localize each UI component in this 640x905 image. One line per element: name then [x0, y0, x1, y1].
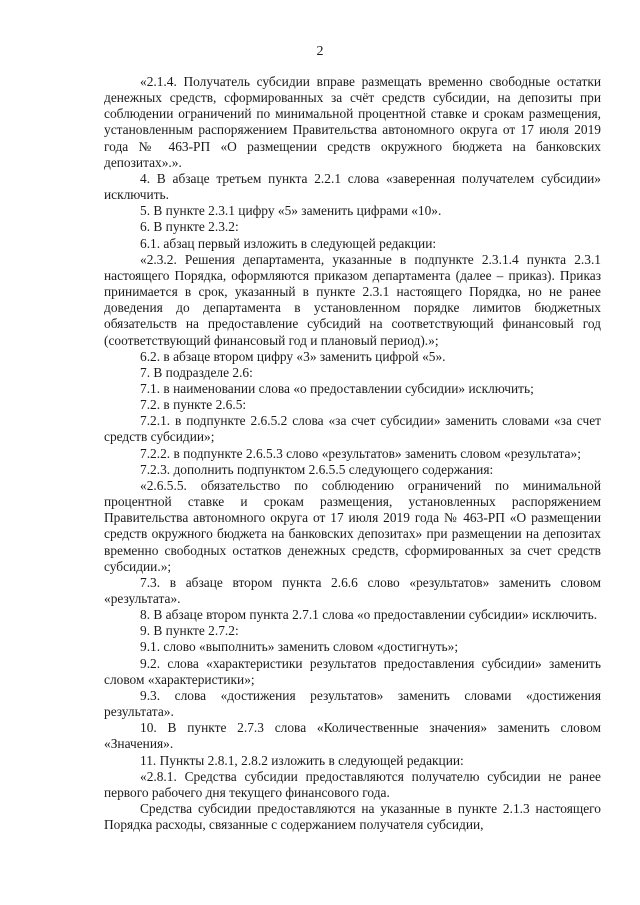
paragraph: «2.6.5.5. обязательство по соблюдению ограничений по минимальной процентной ставке и срокам размещения, установленных распоряжением Правительства автономного округа от 17 июля 2019 года № 463-РП «О размещении средств окружного бюджета на банковских депозитах» при размещении на депозитах временно свободных остатков денежных средств, сформированных за счет средств субсидии.»;: [104, 477, 601, 574]
paragraph: 7.3. в абзаце втором пункта 2.6.6 слово «результатов» заменить словом «результата».: [104, 574, 601, 606]
paragraph: 7. В подразделе 2.6:: [140, 364, 253, 380]
page-number: 2: [316, 44, 324, 59]
paragraph: 9.1. слово «выполнить» заменить словом «достигнуть»;: [140, 639, 459, 655]
paragraph: 8. В абзаце втором пункта 2.7.1 слова «о предоставлении субсидии» исключить.: [140, 607, 598, 623]
paragraph: 11. Пункты 2.8.1, 2.8.2 изложить в следующей редакции:: [140, 752, 464, 768]
paragraph: 9.3. слова «достижения результатов» заменить словами «достижения результата».: [104, 687, 601, 720]
paragraph: 9.2. слова «характеристики результатов предоставления субсидии» заменить словом «характеристики»;: [104, 655, 601, 687]
document-body: [104, 74, 601, 833]
paragraph: 6.2. в абзаце втором цифру «3» заменить цифрой «5».: [140, 348, 446, 364]
paragraph: 7.1. в наименовании слова «о предоставлении субсидии» исключить;: [140, 380, 534, 396]
paragraph: «2.3.2. Решения департамента, указанные в подпункте 2.3.1.4 пункта 2.3.1 настоящего Порядка, оформляются приказом департамента (далее – приказ). Приказ принимается в срок, указанный в пункте 2.3.1 настоящего Порядка, но не ранее доведения до департамента в установленном порядке лимитов бюджетных обязательств на предоставление субсидий на соответствующий финансовый год (соответствующий финансовый год и плановый период).»;: [104, 251, 601, 348]
paragraph: 6. В пункте 2.3.2:: [140, 219, 239, 235]
paragraph: 7.2. в пункте 2.6.5:: [140, 397, 247, 413]
paragraph: «2.1.4. Получатель субсидии вправе размещать временно свободные остатки денежных средств, сформированных за счёт средств субсидии, на депозиты при соблюдении ограничений по минимальной процентной ставке и срокам размещения, установленным распоряжением Правительства автономного округа от 17 июля 2019 года № 463-РП «О размещении средств окружного бюджета на банковских депозитах».».: [104, 74, 601, 170]
paragraph: 4. В абзаце третьем пункта 2.2.1 слова «заверенная получателем субсидии» исключить.: [104, 170, 601, 203]
paragraph: 7.2.3. дополнить подпунктом 2.6.5.5 следующего содержания:: [140, 461, 494, 477]
paragraph: 10. В пункте 2.7.3 слова «Количественные значения» заменить словом «Значения».: [104, 720, 601, 752]
paragraph: 7.2.1. в подпункте 2.6.5.2 слова «за счет субсидии» заменить словами «за счет средств субсидии»;: [104, 413, 601, 445]
paragraph: «2.8.1. Средства субсидии предоставляются получателю субсидии не ранее первого рабочего дня текущего финансового года.: [104, 768, 601, 800]
paragraph: 7.2.2. в подпункте 2.6.5.3 слово «результатов» заменить словом «результата»;: [140, 445, 581, 461]
paragraph: 5. В пункте 2.3.1 цифру «5» заменить цифрами «10».: [140, 203, 442, 219]
paragraph: Средства субсидии предоставляются на указанные в пункте 2.1.3 настоящего Порядка расходы, связанные с содержанием получателя субсидии,: [104, 801, 601, 833]
paragraph: 6.1. абзац первый изложить в следующей редакции:: [140, 235, 437, 251]
paragraph: 9. В пункте 2.7.2:: [140, 623, 239, 639]
